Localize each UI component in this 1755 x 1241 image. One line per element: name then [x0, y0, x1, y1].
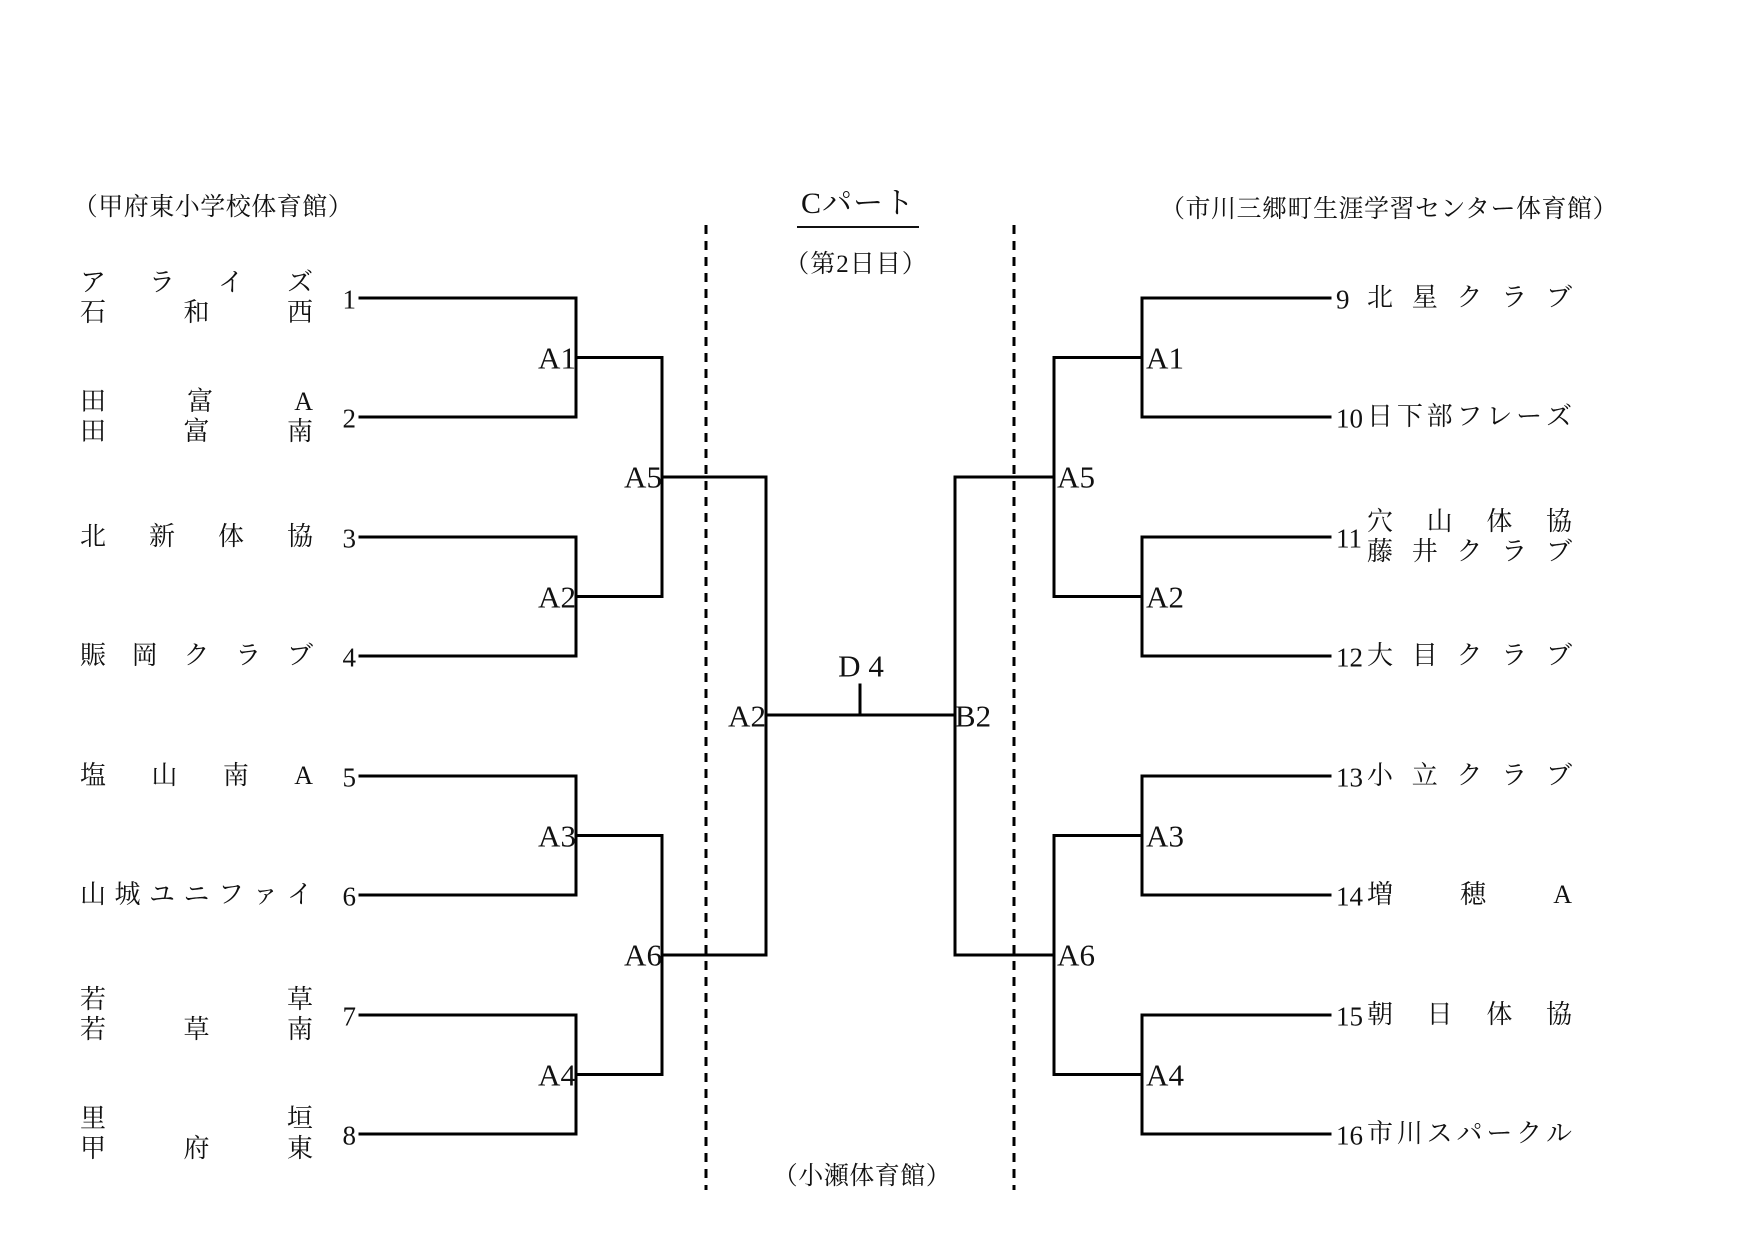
team-name: 市 川 ス パ ー ク ル: [1367, 1119, 1572, 1148]
team-name: ア ラ イ ズ 石 和 西: [80, 268, 313, 327]
team-name: 穴 山 体 協 藤 井 ク ラ ブ: [1367, 507, 1572, 566]
team-number: 5: [342, 762, 356, 793]
team-number: 6: [342, 881, 356, 912]
venue-left-label: （甲府東小学校体育館）: [72, 194, 354, 221]
team-name: 塩 山 南 A: [80, 761, 313, 790]
team-number: 1: [342, 284, 356, 315]
team-number: 10: [1336, 403, 1363, 434]
bracket-solid-lines: [360, 298, 1330, 1134]
semifinal-label-left: A2: [728, 698, 766, 734]
team-name: 若 草 若 草 南: [80, 985, 313, 1044]
team-number: 3: [342, 523, 356, 554]
team-number: 2: [342, 403, 356, 434]
team-name: 増 穂 A: [1367, 880, 1572, 909]
team-number: 14: [1336, 881, 1363, 912]
match-label-left-a6: A6: [624, 937, 662, 973]
venue-bottom-label: （小瀬体育館）: [772, 1163, 952, 1190]
team-number: 9: [1336, 284, 1350, 315]
match-label-left-a3: A3: [538, 818, 576, 854]
match-label-right-a5: A5: [1057, 459, 1095, 495]
match-label-left-a2: A2: [538, 579, 576, 615]
match-label-left-a5: A5: [624, 459, 662, 495]
match-label-right-a1: A1: [1146, 340, 1184, 376]
match-label-right-a6: A6: [1057, 937, 1095, 973]
semifinal-label-right: B2: [954, 698, 992, 734]
team-number: 13: [1336, 762, 1363, 793]
match-label-right-a2: A2: [1146, 579, 1184, 615]
team-number: 8: [342, 1120, 356, 1151]
team-name: 里 垣 甲 府 東: [80, 1104, 313, 1163]
team-name: 北 新 体 協: [80, 522, 313, 551]
team-name: 小 立 ク ラ ブ: [1367, 761, 1572, 790]
team-number: 15: [1336, 1001, 1363, 1032]
match-label-left-a4: A4: [538, 1057, 576, 1093]
team-name: 山 城 ユ ニ フ ァ イ: [80, 880, 313, 909]
venue-right-label: （市川三郷町生涯学習センター体育館）: [1159, 196, 1619, 223]
match-label-left-a1: A1: [538, 340, 576, 376]
team-number: 11: [1336, 523, 1362, 554]
part-title: Cパート: [797, 178, 919, 228]
day-label: （第2日目）: [784, 251, 928, 278]
team-number: 12: [1336, 642, 1363, 673]
team-name: 賑 岡 ク ラ ブ: [80, 641, 313, 670]
team-name: 日 下 部 フ レ ー ズ: [1367, 402, 1572, 431]
team-number: 4: [342, 642, 356, 673]
team-name: 北 星 ク ラ ブ: [1367, 283, 1572, 312]
match-label-right-a3: A3: [1146, 818, 1184, 854]
match-label-right-a4: A4: [1146, 1057, 1184, 1093]
team-number: 7: [342, 1001, 356, 1032]
team-name: 朝 日 体 協: [1367, 1000, 1572, 1029]
final-match-label: D 4: [838, 648, 884, 684]
team-name: 大 目 ク ラ ブ: [1367, 641, 1572, 670]
team-name: 田 富 A 田 富 南: [80, 387, 313, 446]
team-number: 16: [1336, 1120, 1363, 1151]
